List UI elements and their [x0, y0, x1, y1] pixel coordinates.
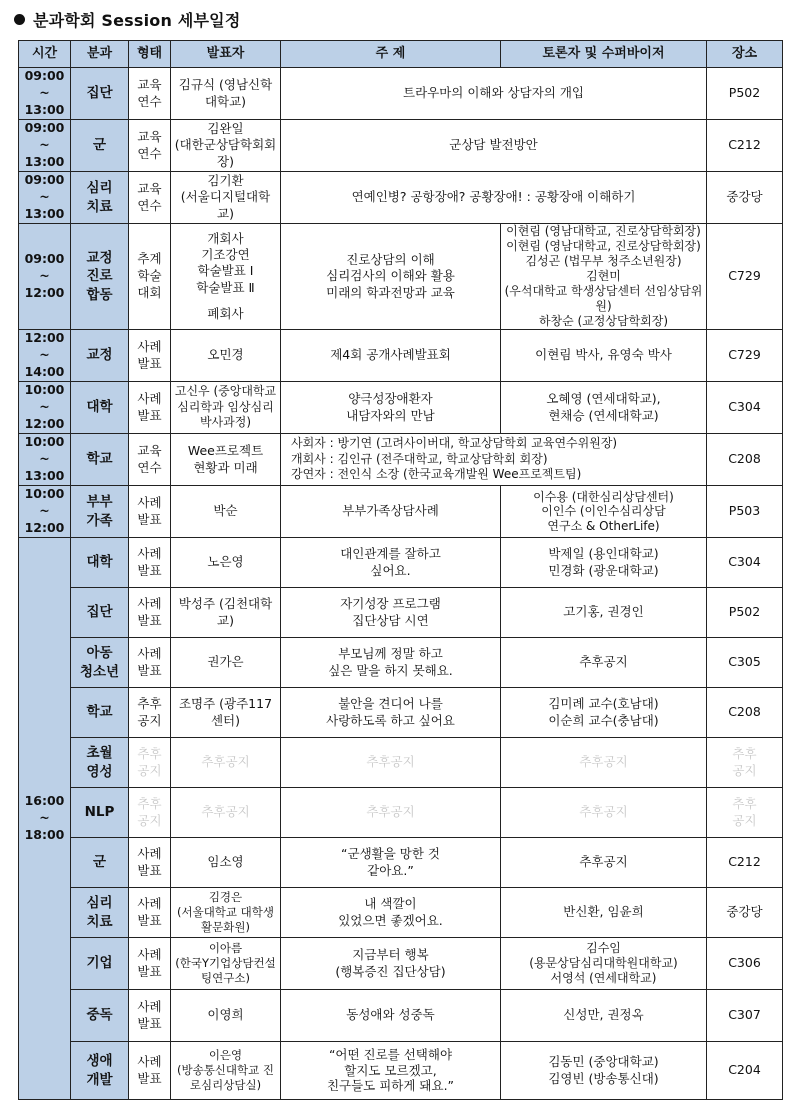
- topic-cell: “군생활을 망한 것 같아요.”: [281, 838, 501, 888]
- discussant-cell: 고기홍, 권경인: [501, 588, 707, 638]
- topic-cell: 진로상담의 이해 심리검사의 이해와 활용 미래의 학과전망과 교육: [281, 224, 501, 330]
- place-cell: C212: [707, 120, 783, 172]
- category-cell: NLP: [71, 788, 129, 838]
- discussant-cell: 추후공지: [501, 788, 707, 838]
- topic-cell: 지금부터 행복 (행복증진 집단상담): [281, 938, 501, 990]
- discussant-cell: 이현림 (영남대학교, 진로상담학회장) 이현림 (영남대학교, 진로상담학회장) 김성곤 (법무부 청주소년원장) 김현미 (우석대학교 학생상담센터 선임상담위원) 하창순 (교정상담학회장): [501, 224, 707, 330]
- table-row: [19, 486, 783, 538]
- table-row: [19, 638, 783, 688]
- presenter-cell: 김완일 (대한군상담학회회장): [171, 120, 281, 172]
- presenter-cell: 박성주 (김천대학교): [171, 588, 281, 638]
- table-row: [19, 788, 783, 838]
- presenter-cell: 조명주 (광주117센터): [171, 688, 281, 738]
- category-cell: 생애 개발: [71, 1042, 129, 1100]
- discussant-cell: 추후공지: [501, 838, 707, 888]
- place-cell: C304: [707, 538, 783, 588]
- topic-cell: 제4회 공개사례발표회: [281, 330, 501, 382]
- type-cell: 추후 공지: [129, 688, 171, 738]
- type-cell: 사례 발표: [129, 382, 171, 434]
- category-cell: 심리 치료: [71, 888, 129, 938]
- type-cell: 사례 발표: [129, 938, 171, 990]
- type-cell: 사례 발표: [129, 990, 171, 1042]
- presenter-cell: 추후공지: [171, 788, 281, 838]
- topic-cell: 군상담 발전방안: [281, 120, 707, 172]
- topic-cell: 동성애와 성중독: [281, 990, 501, 1042]
- header-presenter: 발표자: [171, 41, 281, 68]
- category-cell: 아동 청소년: [71, 638, 129, 688]
- page-title: 분과학회 Session 세부일정: [14, 8, 240, 31]
- type-cell: 교육 연수: [129, 120, 171, 172]
- type-cell: 교육 연수: [129, 68, 171, 120]
- table-row: [19, 120, 783, 172]
- discussant-cell: 김미례 교수(호남대) 이순희 교수(충남대): [501, 688, 707, 738]
- category-cell: 집단: [71, 588, 129, 638]
- topic-cell: 사회자 : 방기연 (고려사이버대, 학교상담학회 교육연수위원장) 개회사 : 김인규 (전주대학교, 학교상담학회 회장) 강연자 : 전인식 소장 (한국교육개발원 Wee프로젝트팀): [281, 434, 707, 486]
- category-cell: 대학: [71, 382, 129, 434]
- presenter-cell: 김기환 (서울디지털대학교): [171, 172, 281, 224]
- topic-cell: 양극성장애환자 내담자와의 만남: [281, 382, 501, 434]
- header-category: 분과: [71, 41, 129, 68]
- topic-cell: 부모님께 정말 하고 싶은 말을 하지 못해요.: [281, 638, 501, 688]
- table-row: [19, 990, 783, 1042]
- presenter-cell: 이은영 (방송통신대학교 진로심리상담실): [171, 1042, 281, 1100]
- place-cell: C729: [707, 330, 783, 382]
- presenter-cell: 김규식 (영남신학대학교): [171, 68, 281, 120]
- topic-cell: 자기성장 프로그램 집단상담 시연: [281, 588, 501, 638]
- place-cell: C212: [707, 838, 783, 888]
- place-cell: P502: [707, 68, 783, 120]
- category-cell: 교정 진로 합동: [71, 224, 129, 330]
- discussant-cell: 박제일 (용인대학교) 민경화 (광운대학교): [501, 538, 707, 588]
- table-row: [19, 938, 783, 990]
- presenter-cell: 고신우 (중앙대학교 심리학과 임상심리 박사과정): [171, 382, 281, 434]
- discussant-cell: 오혜영 (연세대학교), 현채승 (연세대학교): [501, 382, 707, 434]
- table-row: [19, 738, 783, 788]
- time-cell: 09:00 ~ 12:00: [19, 224, 71, 330]
- type-cell: 사례 발표: [129, 330, 171, 382]
- category-cell: 교정: [71, 330, 129, 382]
- topic-cell: 내 색깔이 있었으면 좋겠어요.: [281, 888, 501, 938]
- header-discussant: 토론자 및 수퍼바이저: [501, 41, 707, 68]
- time-cell: 09:00 ~ 13:00: [19, 172, 71, 224]
- topic-cell: 불안을 견디어 나를 사랑하도록 하고 싶어요: [281, 688, 501, 738]
- header-type: 형태: [129, 41, 171, 68]
- category-cell: 집단: [71, 68, 129, 120]
- discussant-cell: 이현림 박사, 유영숙 박사: [501, 330, 707, 382]
- category-cell: 부부 가족: [71, 486, 129, 538]
- presenter-cell: 추후공지: [171, 738, 281, 788]
- type-cell: 추계 학술 대회: [129, 224, 171, 330]
- topic-cell: 대인관계를 잘하고 싶어요.: [281, 538, 501, 588]
- topic-cell: “어떤 진로를 선택해야 할지도 모르겠고, 친구들도 피하게 돼요.”: [281, 1042, 501, 1100]
- discussant-cell: 이수용 (대한심리상담센터) 이인수 (이인수심리상담 연구소 & OtherLife): [501, 486, 707, 538]
- time-cell: 10:00 ~ 13:00: [19, 434, 71, 486]
- presenter-cell: 이아름 (한국Y기업상담컨설팅연구소): [171, 938, 281, 990]
- place-cell: P503: [707, 486, 783, 538]
- type-cell: 사례 발표: [129, 538, 171, 588]
- table-row: [19, 68, 783, 120]
- type-cell: 사례 발표: [129, 588, 171, 638]
- table-row: [19, 172, 783, 224]
- type-cell: 교육 연수: [129, 172, 171, 224]
- table-row: [19, 688, 783, 738]
- table-row: [19, 330, 783, 382]
- table-row: [19, 434, 783, 486]
- category-cell: 대학: [71, 538, 129, 588]
- type-cell: 사례 발표: [129, 486, 171, 538]
- place-cell: C208: [707, 688, 783, 738]
- place-cell: C304: [707, 382, 783, 434]
- category-cell: 학교: [71, 688, 129, 738]
- presenter-cell: 김경은 (서울대학교 대학생활문화원): [171, 888, 281, 938]
- discussant-cell: 추후공지: [501, 638, 707, 688]
- header-place: 장소: [707, 41, 783, 68]
- place-cell: C208: [707, 434, 783, 486]
- topic-cell: 추후공지: [281, 788, 501, 838]
- place-cell: C305: [707, 638, 783, 688]
- category-cell: 초월 영성: [71, 738, 129, 788]
- type-cell: 사례 발표: [129, 838, 171, 888]
- place-cell: C307: [707, 990, 783, 1042]
- bullet-icon: [14, 14, 25, 25]
- presenter-cell: 박순: [171, 486, 281, 538]
- time-cell: 09:00 ~ 13:00: [19, 68, 71, 120]
- topic-cell: 연예인병? 공항장애? 공황장애! : 공황장애 이해하기: [281, 172, 707, 224]
- discussant-cell: 김수임 (용문상담심리대학원대학교) 서영석 (연세대학교): [501, 938, 707, 990]
- category-cell: 중독: [71, 990, 129, 1042]
- table-row: [19, 1042, 783, 1100]
- time-cell: 10:00 ~ 12:00: [19, 382, 71, 434]
- presenter-cell: 임소영: [171, 838, 281, 888]
- time-cell: 16:00 ~ 18:00: [19, 538, 71, 1100]
- place-cell: 중강당: [707, 172, 783, 224]
- schedule-table: [18, 40, 783, 1100]
- discussant-cell: 신성만, 권정옥: [501, 990, 707, 1042]
- presenter-cell: Wee프로젝트 현황과 미래: [171, 434, 281, 486]
- discussant-cell: 추후공지: [501, 738, 707, 788]
- table-row: [19, 838, 783, 888]
- presenter-cell: 노은영: [171, 538, 281, 588]
- category-cell: 심리 치료: [71, 172, 129, 224]
- place-cell: 추후 공지: [707, 738, 783, 788]
- time-cell: 09:00 ~ 13:00: [19, 120, 71, 172]
- table-row: [19, 588, 783, 638]
- table-row: [19, 382, 783, 434]
- type-cell: 사례 발표: [129, 638, 171, 688]
- type-cell: 사례 발표: [129, 888, 171, 938]
- table-row: [19, 224, 783, 330]
- topic-cell: 트라우마의 이해와 상담자의 개입: [281, 68, 707, 120]
- header-topic: 주 제: [281, 41, 501, 68]
- type-cell: 추후 공지: [129, 788, 171, 838]
- place-cell: 추후 공지: [707, 788, 783, 838]
- type-cell: 사례 발표: [129, 1042, 171, 1100]
- category-cell: 군: [71, 838, 129, 888]
- discussant-cell: 김동민 (중앙대학교) 김영빈 (방송통신대): [501, 1042, 707, 1100]
- presenter-cell: 권가은: [171, 638, 281, 688]
- topic-cell: 부부가족상담사례: [281, 486, 501, 538]
- discussant-cell: 반신환, 임윤희: [501, 888, 707, 938]
- category-cell: 학교: [71, 434, 129, 486]
- place-cell: C729: [707, 224, 783, 330]
- table-row: [19, 888, 783, 938]
- time-cell: 12:00 ~ 14:00: [19, 330, 71, 382]
- type-cell: 교육 연수: [129, 434, 171, 486]
- category-cell: 군: [71, 120, 129, 172]
- place-cell: C204: [707, 1042, 783, 1100]
- presenter-cell: 이영희: [171, 990, 281, 1042]
- place-cell: 중강당: [707, 888, 783, 938]
- table-header-row: [19, 41, 783, 68]
- presenter-program: 개회사 기조강연 학술발표 Ⅰ 학술발표 Ⅱ: [196, 230, 255, 295]
- header-time: 시간: [19, 41, 71, 68]
- presenter-cell: 오민경: [171, 330, 281, 382]
- time-cell: 10:00 ~ 12:00: [19, 486, 71, 538]
- place-cell: P502: [707, 588, 783, 638]
- presenter-closing: 폐회사: [207, 305, 244, 321]
- type-cell: 추후 공지: [129, 738, 171, 788]
- table-row: [19, 538, 783, 588]
- presenter-cell: [171, 224, 281, 330]
- topic-cell: 추후공지: [281, 738, 501, 788]
- place-cell: C306: [707, 938, 783, 990]
- category-cell: 기업: [71, 938, 129, 990]
